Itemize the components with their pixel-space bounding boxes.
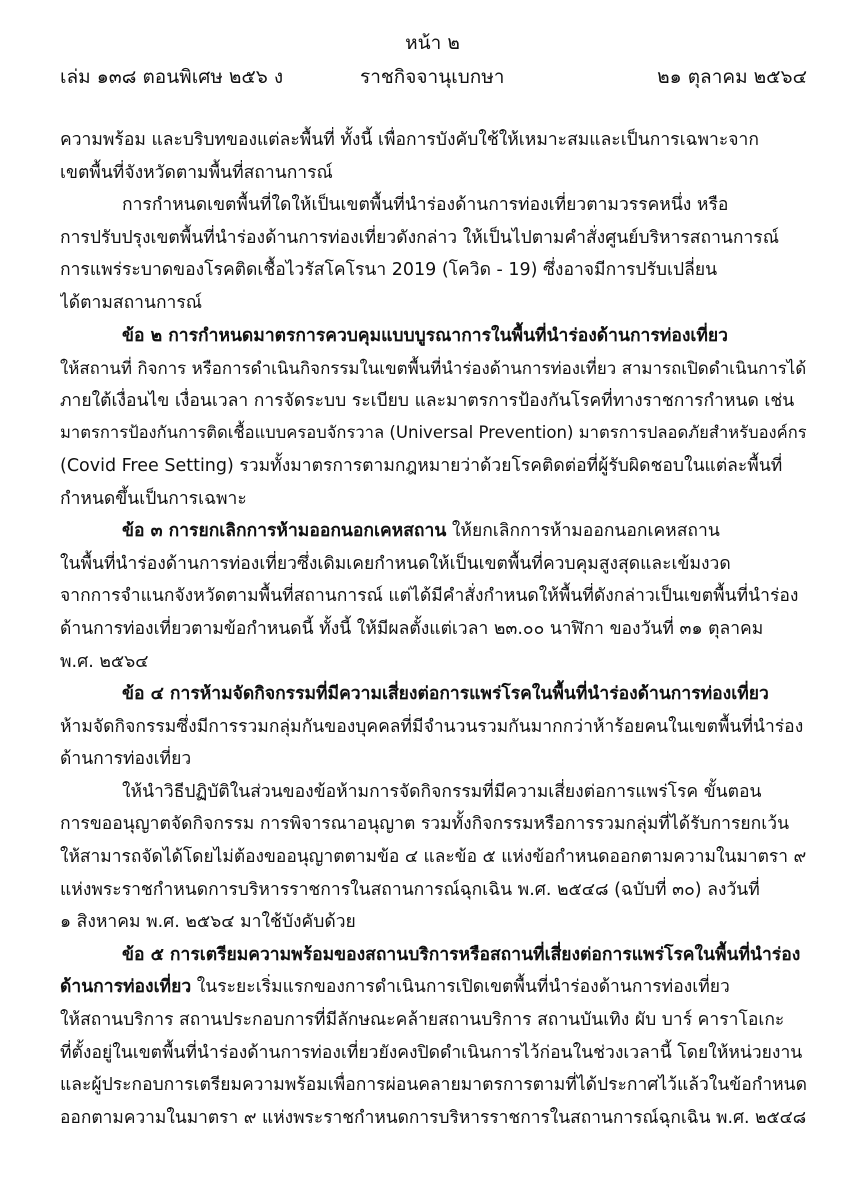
text-line: การกำหนดเขตพื้นที่ใดให้เป็นเขตพื้นที่นำร่องด้านการท่องเที่ยวตามวรรคหนึ่ง หรือ xyxy=(122,195,729,216)
text-line: ด้านการท่องเที่ยว xyxy=(60,749,192,770)
volume-issue: เล่ม ๑๓๘ ตอนพิเศษ ๒๕๖ ง xyxy=(60,66,284,88)
clause-4-heading: ข้อ ๔ การห้ามจัดกิจกรรมที่มีความเสี่ยงต่อการแพร่โรคในพื้นที่นำร่องด้านการท่องเที่ยว xyxy=(122,684,769,705)
document-body xyxy=(60,124,807,1134)
text-line: เขตพื้นที่จังหวัดตามพื้นที่สถานการณ์ xyxy=(60,162,333,183)
clause-2-heading: ข้อ ๒ การกำหนดมาตรการควบคุมแบบบูรณาการในพื้นที่นำร่องด้านการท่องเที่ยว xyxy=(122,325,728,346)
publication-date: ๒๑ ตุลาคม ๒๕๖๔ xyxy=(657,66,807,88)
text-line: ด้านการท่องเที่ยวตามข้อกำหนดนี้ ทั้งนี้ ให้มีผลตั้งแต่เวลา ๒๓.๐๐ นาฬิกา ของวันที่ ๓๑ ตุลาคม xyxy=(60,618,764,639)
clause-3-text: ให้ยกเลิกการห้ามออกนอกเคหสถาน xyxy=(446,521,720,542)
clause-3-heading: ข้อ ๓ การยกเลิกการห้ามออกนอกเคหสถาน xyxy=(122,521,447,542)
text-line: ภายใต้เงื่อนไข เงื่อนเวลา การจัดระบบ ระเบียบ และมาตรการป้องกันโรคที่ทางราชการกำหนด เช่น xyxy=(60,390,795,411)
text-line: ในพื้นที่นำร่องด้านการท่องเที่ยวซึ่งเดิมเคยกำหนดให้เป็นเขตพื้นที่ควบคุมสูงสุดและเข้มงวด xyxy=(60,553,731,574)
text-line: ๑ สิงหาคม พ.ศ. ๒๕๖๔ มาใช้บังคับด้วย xyxy=(60,912,356,933)
text-line: จากการจำแนกจังหวัดตามพื้นที่สถานการณ์ แต่ได้มีคำสั่งกำหนดให้พื้นที่ดังกล่าวเป็นเขตพื้นที่นำร่อง xyxy=(60,586,799,607)
text-line: ให้สถานบริการ สถานประกอบการที่มีลักษณะคล้ายสถานบริการ สถานบันเทิง ผับ บาร์ คาราโอเกะ xyxy=(60,1010,785,1031)
text-line: ความพร้อม และบริบทของแต่ละพื้นที่ ทั้งนี้ เพื่อการบังคับใช้ให้เหมาะสมและเป็นการเฉพาะจาก xyxy=(60,130,759,150)
page-number: หน้า ๒ xyxy=(405,32,460,54)
text-line: ให้สถานที่ กิจการ หรือการดำเนินกิจกรรมในเขตพื้นที่นำร่องด้านการท่องเที่ยว สามารถเปิดดำเนินการได้ xyxy=(60,358,807,379)
text-line: การขออนุญาตจัดกิจกรรม การพิจารณาอนุญาต รวมทั้งกิจกรรมหรือการรวมกลุ่มที่ได้รับการยกเว้น xyxy=(60,814,790,835)
clause-5-text: ในระยะเริ่มแรกของการดำเนินการเปิดเขตพื้นที่นำร่องด้านการท่องเที่ยว xyxy=(191,977,730,998)
text-line: (Covid Free Setting) รวมทั้งมาตรการตามกฎหมายว่าด้วยโรคติดต่อที่ผู้รับผิดชอบในแต่ละพื้นที่ xyxy=(60,455,783,476)
text-line: ออกตามความในมาตรา ๙ แห่งพระราชกำหนดการบริหารราชการในสถานการณ์ฉุกเฉิน พ.ศ. ๒๕๔๘ xyxy=(60,1107,807,1128)
text-line: มาตรการป้องกันการติดเชื้อแบบครอบจักรวาล (Universal Prevention) มาตรการปลอดภัยสำหรับองค์กร xyxy=(60,423,807,443)
text-line: ให้นำวิธีปฏิบัติในส่วนของข้อห้ามการจัดกิจกรรมที่มีความเสี่ยงต่อการแพร่โรค ขั้นตอน xyxy=(122,781,762,802)
text-line: การปรับปรุงเขตพื้นที่นำร่องด้านการท่องเที่ยวดังกล่าว ให้เป็นไปตามคำสั่งศูนย์บริหารสถานการณ์ xyxy=(60,227,779,248)
text-line: การแพร่ระบาดของโรคติดเชื้อไวรัสโคโรนา 2019 (โควิด - 19) ซึ่งอาจมีการปรับเปลี่ยน xyxy=(60,260,718,281)
text-line: ที่ตั้งอยู่ในเขตพื้นที่นำร่องด้านการท่องเที่ยวยังคงปิดดำเนินการไว้ก่อนในช่วงเวลานี้ โดยให้หน่วยงาน xyxy=(60,1042,803,1063)
clause-3-line xyxy=(60,515,807,548)
text-line: แห่งพระราชกำหนดการบริหารราชการในสถานการณ์ฉุกเฉิน พ.ศ. ๒๕๔๘ (ฉบับที่ ๓๐) ลงวันที่ xyxy=(60,879,760,900)
text-line: ได้ตามสถานการณ์ xyxy=(60,292,203,313)
text-line: และผู้ประกอบการเตรียมความพร้อมเพื่อการผ่อนคลายมาตรการตามที่ได้ประกาศไว้แล้วในข้อกำหนด xyxy=(60,1075,807,1096)
gazette-title: ราชกิจจานุเบกษา xyxy=(360,66,505,88)
text-line: ห้ามจัดกิจกรรมซึ่งมีการรวมกลุ่มกันของบุคคลที่มีจำนวนรวมกันมากกว่าห้าร้อยคนในเขตพื้นที่นำร่อง xyxy=(60,716,804,737)
text-line: พ.ศ. ๒๕๖๔ xyxy=(60,651,149,672)
clause-5-heading-cont: ด้านการท่องเที่ยว xyxy=(60,977,192,998)
clause-5-line xyxy=(60,971,807,1004)
clause-5-heading: ข้อ ๕ การเตรียมความพร้อมของสถานบริการหรือสถานที่เสี่ยงต่อการแพร่โรคในพื้นที่นำร่อง xyxy=(122,944,801,965)
text-line: กำหนดขึ้นเป็นการเฉพาะ xyxy=(60,488,247,509)
text-line: ให้สามารถจัดได้โดยไม่ต้องขออนุญาตตามข้อ ๔ และข้อ ๕ แห่งข้อกำหนดออกตามความในมาตรา ๙ xyxy=(60,847,807,868)
